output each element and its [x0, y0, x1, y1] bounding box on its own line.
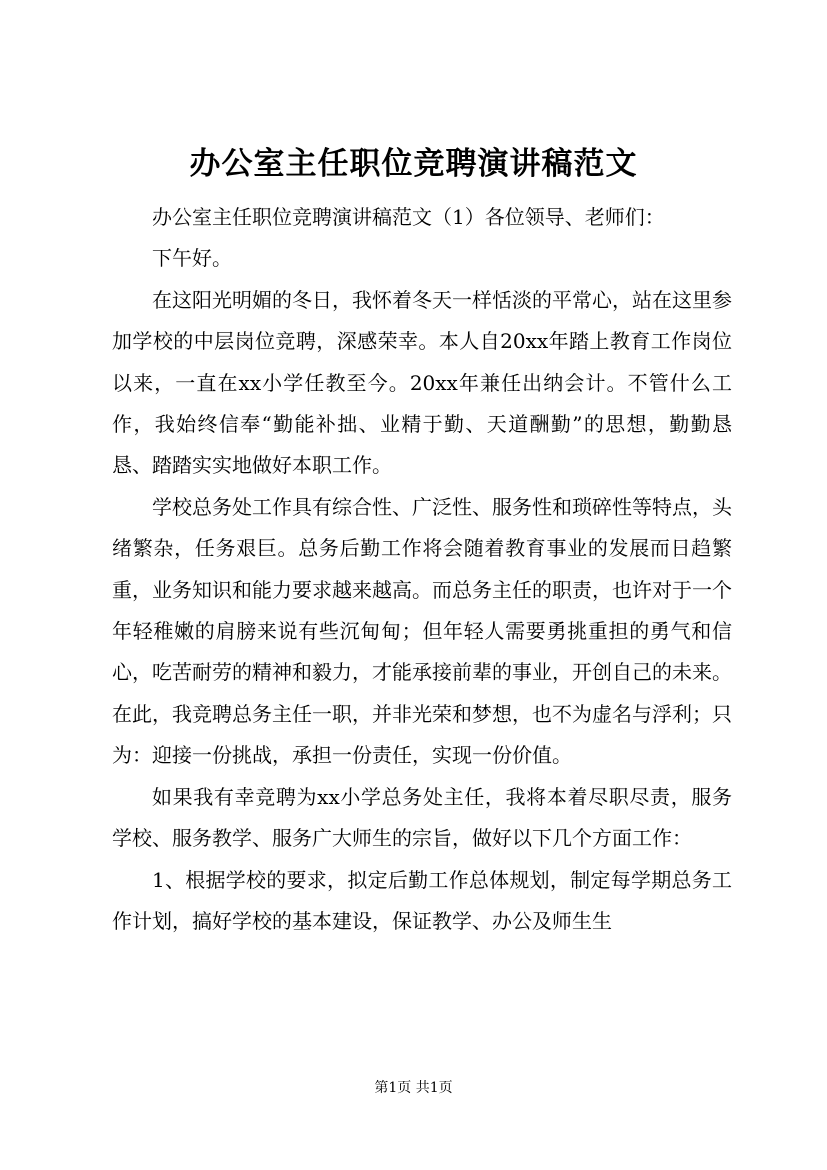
paragraph-greeting: 下午好。 [152, 246, 232, 271]
paragraph-introduction: 在这阳光明媚的冬日，我怀着冬天一样恬淡的平常心，站在这里参加学校的中层岗位竞聘，深感荣幸。本人自20xx年踏上教育工作岗位以来，一直在xx小学任教至今。20xx年兼任出纳会计。不管什么工作，我始终信奉“勤能补拙、业精于勤、天道酬勤”的思想，勤勤恳恳、踏踏实实地做好本职工作。 [112, 287, 732, 478]
paragraph-item-1: 1、根据学校的要求，拟定后勤工作总体规划，制定每学期总务工作计划，搞好学校的基本建设，保证教学、办公及师生生 [112, 867, 732, 933]
document-body [112, 197, 732, 942]
page-number-footer: 第1页 共1页 [374, 1080, 453, 1096]
paragraph-commitment: 如果我有幸竞聘为xx小学总务处主任，我将本着尽职尽责，服务学校、服务教学、服务广大师生的宗旨，做好以下几个方面工作： [112, 784, 732, 851]
document-title: 办公室主任职位竞聘演讲稿范文 [189, 146, 638, 182]
paragraph-motivation: 学校总务处工作具有综合性、广泛性、服务性和琐碎性等特点，头绪繁杂，任务艰巨。总务后勤工作将会随着教育事业的发展而日趋繁重，业务知识和能力要求越来越高。而总务主任的职责，也许对于一个年轻稚嫩的肩膀来说有些沉甸甸；但年轻人需要勇挑重担的勇气和信心，吃苦耐劳的精神和毅力，才能承接前辈的事业，开创自己的未来。在此，我竞聘总务主任一职，并非光荣和梦想，也不为虚名与浮利；只为：迎接一份挑战，承担一份责任，实现一份价值。 [112, 494, 732, 768]
paragraph-salutation: 办公室主任职位竞聘演讲稿范文（1）各位领导、老师们： [152, 205, 665, 229]
